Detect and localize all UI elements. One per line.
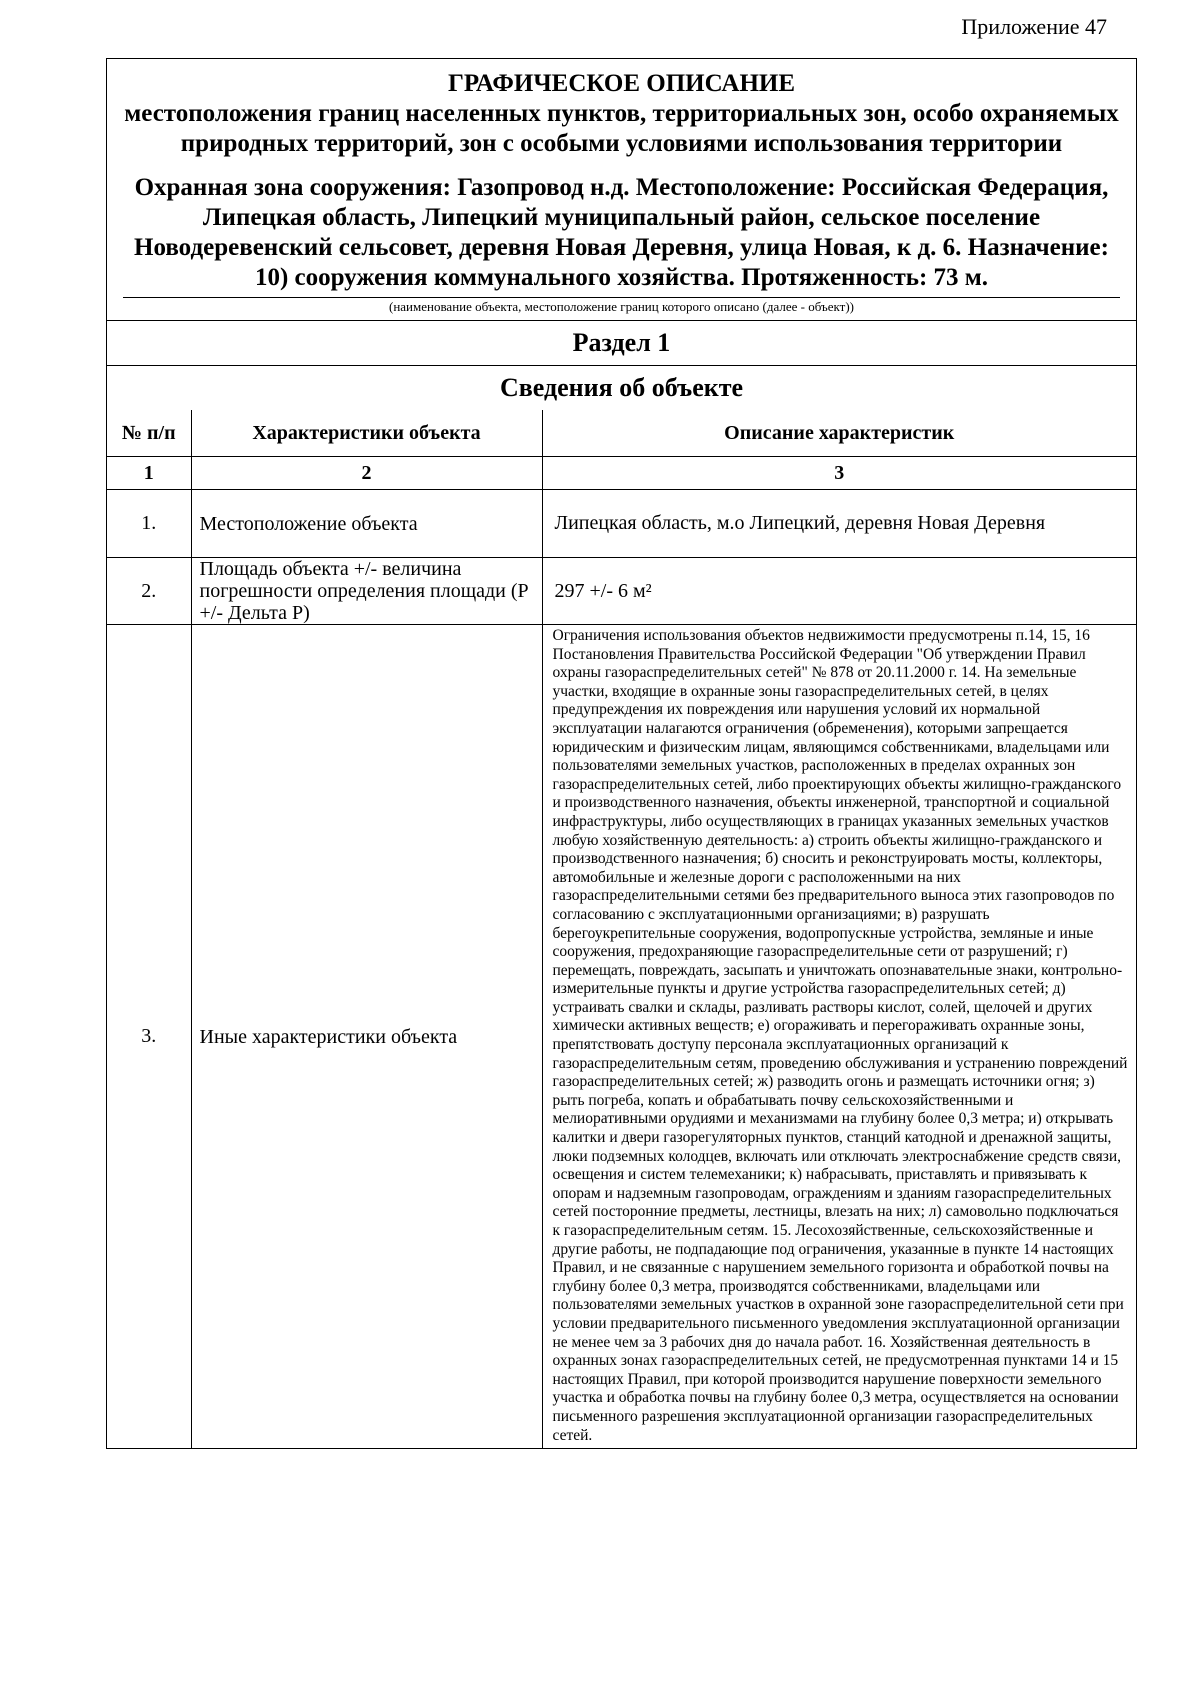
document-subtitle: местоположения границ населенных пунктов, территориальных зон, особо охраняемых природных территорий, зон с особыми условиями использования территории (124, 100, 1119, 157)
row-description: Липецкая область, м.о Липецкий, деревня Новая Деревня (542, 490, 1136, 558)
row-description: Ограничения использования объектов недвижимости предусмотрены п.14, 15, 16 Постановления Правительства Российской Федерации "Об утверждении Правил охраны газораспределительных сетей" № 878 от 20.11.2000 г. 14. На земельные участки, входящие в охранные зоны газораспределительных сетей, в целях предупреждения их повреждения или нарушения условий их нормальной эксплуатации налагаются ограничения (обременения), которыми запрещается юридическим и физическим лицам, являющимся собственниками, владельцами или пользователями земельных участков, расположенных в пределах охранных зон газораспределительных сетей, либо проектирующих объекты жилищно-гражданского и производственного назначения, объекты инженерной, транспортной и социальной инфраструктуры, либо осуществляющих в границах указанных земельных участков любую хозяйственную деятельность: а) строить объекты жилищно-гражданского и производственного назначения; б) сносить и реконструировать мосты, коллекторы, автомобильные и железные дороги с расположенными на них газораспределительными сетями без предварительного выноса этих газопроводов по согласованию с эксплуатационными организациями; в) разрушать берегоукрепительные сооружения, водопропускные устройства, земляные и иные сооружения, предохраняющие газораспределительные сети от разрушений; г) перемещать, повреждать, засыпать и уничтожать опознавательные знаки, контрольно-измерительные пункты и другие устройства газораспределительных сетей; д) устраивать свалки и склады, разливать растворы кислот, солей, щелочей и других химически активных веществ; е) огораживать и перегораживать охранные зоны, препятствовать доступу персонала эксплуатационных организаций к газораспределительным сетям, проведению обслуживания и устранению повреждений газораспределительных сетей; ж) разводить огонь и размещать источники огня; з) рыть погреба, копать и обрабатывать почву сельскохозяйственными и мелиоративными орудиями и механизмами на глубину более 0,3 метра; и) открывать калитки и двери газорегуляторных пунктов, станций катодной и дренажной защиты, люки подземных колодцев, включать или отключать электроснабжение средств связи, освещения и систем телемеханики; к) набрасывать, приставлять и привязывать к опорам и надземным газопроводам, ограждениям и зданиям газораспределительных сетей посторонние предметы, лестницы, влезать на них; л) самовольно подключаться к газораспределительным сетям. 15. Лесохозяйственные, сельскохозяйственные и другие работы, не подпадающие под ограничения, указанные в пункте 14 настоящих Правил, и не связанные с нарушением земельного горизонта и обработкой почвы на глубину более 0,3 метра, производятся собственниками, владельцами или пользователями земельных участков в охранной зоне газораспределительной сети при условии предварительного письменного уведомления эксплуатационной организации не менее чем за 3 рабочих дня до начала работ. 16. Хозяйственная деятельность в охранных зонах газораспределительных сетей, не предусмотренная пунктами 14 и 15 настоящих Правил, при которой производится нарушение поверхности земельного участка и обработка почвы на глубину более 0,3 метра, осуществляется на основании письменного разрешения эксплуатационной организации газораспределительных сетей. (542, 625, 1136, 1449)
document-header (107, 59, 1136, 320)
header-characteristic: Характеристики объекта (191, 410, 542, 457)
row-characteristic: Иные характеристики объекта (191, 625, 542, 1449)
row-number: 3. (107, 625, 191, 1449)
appendix-label: Приложение 47 (961, 14, 1107, 39)
object-note: (наименование объекта, местоположение границ которого описано (далее - объект)) (123, 297, 1120, 320)
header-number: № п/п (107, 410, 191, 457)
row-number: 2. (107, 558, 191, 625)
row-characteristic: Местоположение объекта (191, 490, 542, 558)
document-frame (106, 58, 1137, 1449)
row-number: 1. (107, 490, 191, 558)
section-title: Сведения об объекте (107, 365, 1136, 410)
table-row (107, 625, 1136, 1449)
column-numbers-row (107, 457, 1136, 490)
object-name: Охранная зона сооружения: Газопровод н.д. Местоположение: Российская Федерация, Липецкая область, Липецкий муниципальный район, сельское поселение Новодеревенский сельсовет, деревня Новая Деревня, улица Новая, к д. 6. Назначение: 10) сооружения коммунального хозяйства. Протяженность: 73 м. (134, 174, 1109, 291)
table-row (107, 490, 1136, 558)
column-number: 3 (542, 457, 1136, 490)
document-title: ГРАФИЧЕСКОЕ ОПИСАНИЕ (447, 70, 796, 97)
section-label: Раздел 1 (107, 320, 1136, 365)
table-row (107, 558, 1136, 625)
row-description: 297 +/- 6 м² (542, 558, 1136, 625)
header-description: Описание характеристик (542, 410, 1136, 457)
column-number: 2 (191, 457, 542, 490)
column-number: 1 (107, 457, 191, 490)
table-header-row (107, 410, 1136, 457)
row-characteristic: Площадь объекта +/- величина погрешности определения площади (Р +/- Дельта Р) (191, 558, 542, 625)
characteristics-table (107, 410, 1136, 1448)
